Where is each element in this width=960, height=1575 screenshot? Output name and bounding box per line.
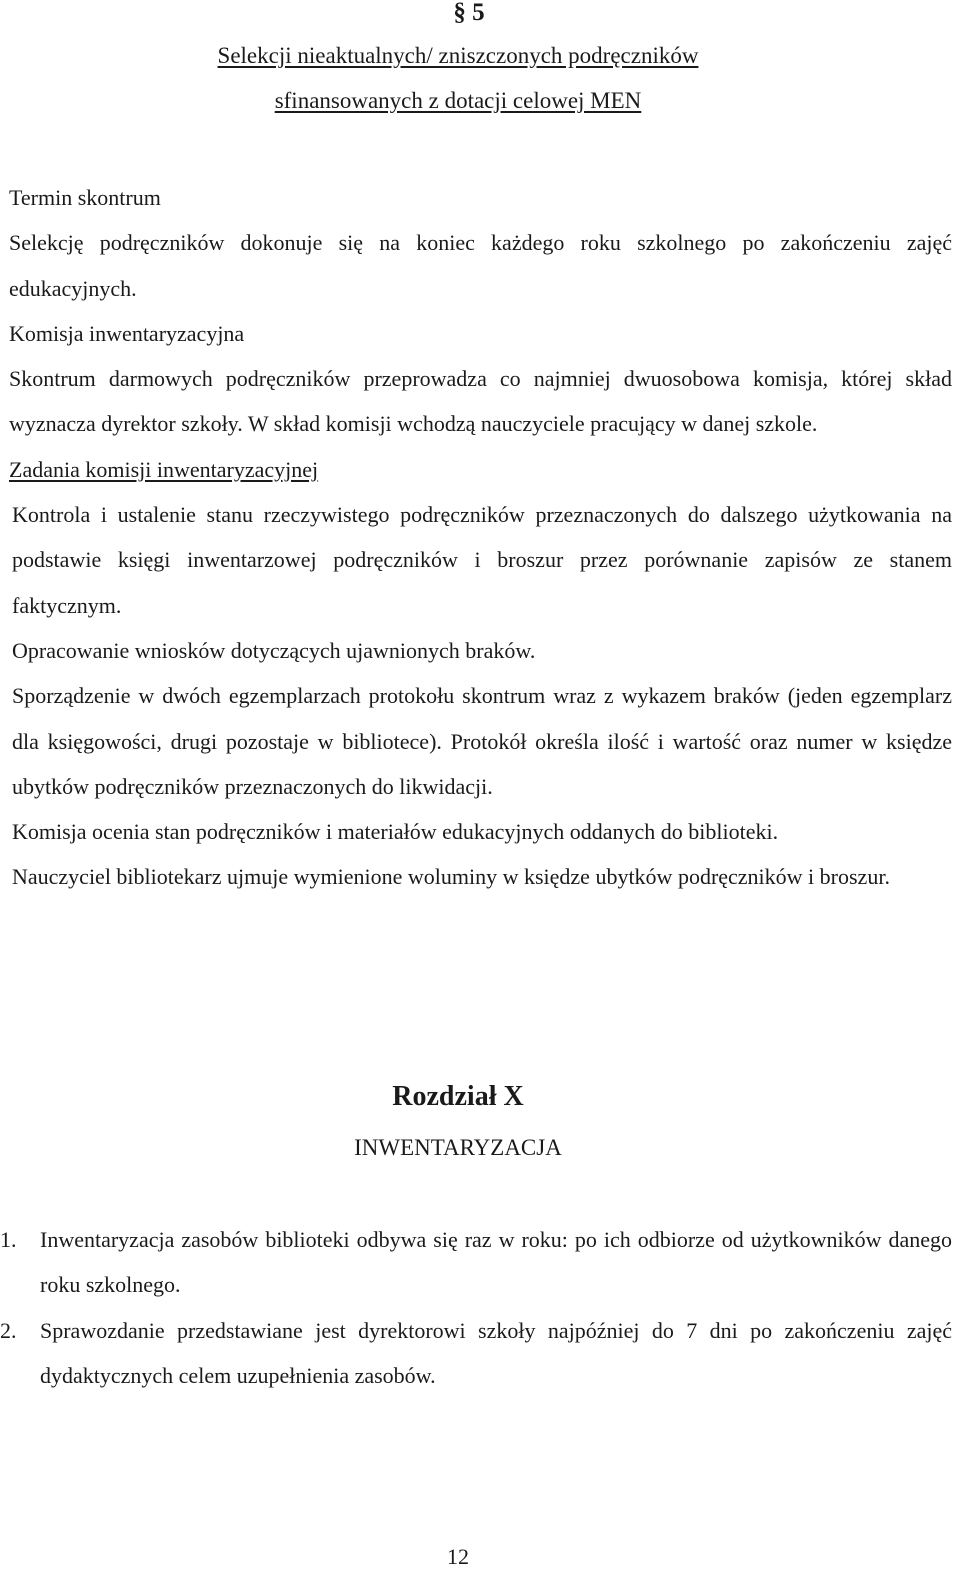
list-item-text: Sprawozdanie przedstawiane jest dyrektorowi szkoły najpóźniej do 7 dni po zakończeniu zajęć dydaktycznych celem uzupełnienia zasobów. bbox=[40, 1317, 952, 1388]
chapter-title: Rozdział X bbox=[392, 1081, 524, 1112]
page-number: 12 bbox=[447, 1544, 469, 1569]
list-item bbox=[0, 1217, 952, 1308]
section-body bbox=[9, 175, 952, 900]
numbered-list bbox=[0, 1217, 952, 1398]
zadania-paragraph-1: Kontrola i ustalenie stanu rzeczywistego podręczników przeznaczonych do dalszego użytkowania na podstawie księgi inwentarzowej podręczników i broszur przez porównanie zapisów ze stanem faktycznym. bbox=[12, 502, 952, 618]
list-item-number: 2. bbox=[0, 1317, 17, 1343]
komisja-text: Skontrum darmowych podręczników przeprowadza co najmniej dwuosobowa komisja, której skład wyznacza dyrektor szkoły. W skład komisji wchodzą nauczyciele pracujący w danej szkole. bbox=[9, 366, 952, 437]
list-item bbox=[0, 1308, 952, 1399]
list-item-number: 1. bbox=[0, 1227, 17, 1252]
zadania-paragraph-5: Nauczyciel bibliotekarz ujmuje wymienione woluminy w księdze ubytków podręczników i broszur. bbox=[12, 864, 890, 890]
termin-text: Selekcję podręczników dokonuje się na koniec każdego roku szkolnego po zakończeniu zajęć edukacyjnych. bbox=[9, 230, 952, 301]
termin-heading: Termin skontrum bbox=[9, 185, 161, 210]
komisja-heading: Komisja inwentaryzacyjna bbox=[9, 320, 245, 346]
list-item-text: Inwentaryzacja zasobów biblioteki odbywa się raz w roku: po ich odbiorze od użytkowników danego roku szkolnego. bbox=[40, 1227, 952, 1298]
zadania-heading: Zadania komisji inwentaryzacyjnej bbox=[9, 456, 319, 482]
chapter-subtitle: INWENTARYZACJA bbox=[354, 1135, 562, 1160]
zadania-paragraph-4: Komisja ocenia stan podręczników i materiałów edukacyjnych oddanych do biblioteki. bbox=[12, 819, 779, 845]
section-title-line-2: sfinansowanych z dotacji celowej MEN bbox=[274, 88, 642, 113]
zadania-paragraph-2: Opracowanie wniosków dotyczących ujawnionych braków. bbox=[12, 637, 536, 663]
zadania-paragraph-3: Sporządzenie w dwóch egzemplarzach protokołu skontrum wraz z wykazem braków (jeden egzemplarz dla księgowości, drugi pozostaje w bibliotece). Protokół określa ilość i wartość oraz numer w księdze ubytków podręczników przeznaczonych do likwidacji. bbox=[12, 683, 952, 799]
section-mark: § 5 bbox=[453, 0, 485, 26]
section-title-line-1: Selekcji nieaktualnych/ zniszczonych podręczników bbox=[217, 43, 699, 68]
